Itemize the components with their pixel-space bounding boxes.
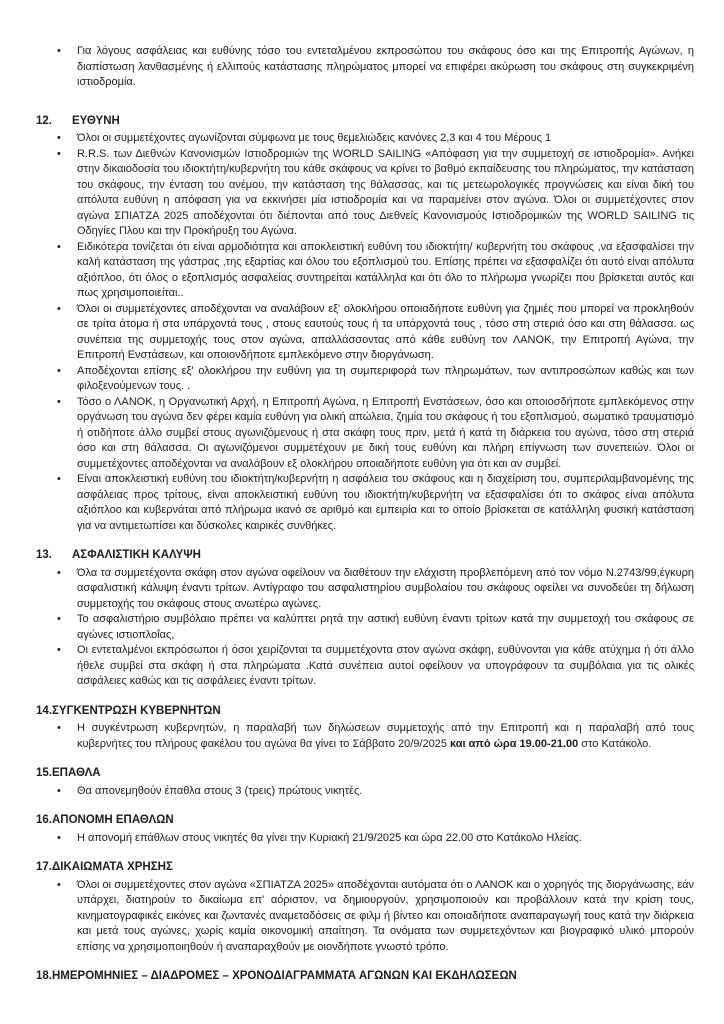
bullet-item — [36, 878, 694, 956]
bullet-item — [36, 472, 694, 534]
bullet-marker-icon: • — [57, 644, 61, 656]
section-title: ΣΥΓΚΕΝΤΡΩΣΗ ΚΥΒΕΡΝΗΤΩΝ — [52, 704, 221, 717]
bullet-text — [77, 147, 694, 240]
section — [36, 766, 694, 799]
bullet-text — [77, 395, 694, 473]
text-run: Τόσο ο ΛΑΝΟΚ, η Οργανωτική Αρχή, η Επιτροπή Αγώνα, η Επιτροπή Ενστάσεων, όσο και οποιοσδήποτε εμπλεκόμενος στην οργάνωση του αγώνα δεν φέρει καμία ευθύνη για ολική απώλεια, ζημία του σκάφους ή του εξοπλισμού, σωματικό τραυματισμό ή οτιδήποτε άλλο συμβεί στους αγωνιζόμενους ή στα σκάφη τους πριν, μετά ή κατά τη διάρκεια του αγώνα, τόσο στη στεριά όσο και στη θάλασσα. Οι αγωνιζόμενοι συμμετέχουν με δική τους ευθύνη και πλήρη επίγνωση των συνεπειών. Όλοι οι συμμετέχοντες αποδέχονται να αναλάβουν εξ ολοκλήρου οποιαδήποτε ευθύνη για ότι και αν συμβεί. — [77, 395, 694, 470]
bullet-text — [77, 240, 694, 302]
text-run: Όλοι οι συμμετέχοντες στον αγώνα «ΣΠΙΑΤΖΑ 2025» αποδέχονται αυτόματα ότι ο ΛΑΝΟΚ και ο χορηγός της διοργάνωσης, εάν υπάρχει, διατηρούν το δικαίωμα επ' αόριστον, να δημιουργούν, χρησιμοποιούν και προβάλλουν κατά την κρίση τους, κινηματογραφικές εικόνες και ζωντανές αναμεταδόσεις σε φιλμ ή βίντεο και οποιαδήποτε αναπαραγωγή τους κατά την διάρκεια και μετά τους αγώνες, χωρίς καμία οικονομική απαίτηση. Τα ονόματα των συμμετεχόντων και βιογραφικό υλικό μπορούν επίσης να χρησιμοποιηθούν ή αναπαραχθούν με οιονδήποτε γνωστό τρόπο. — [77, 878, 694, 953]
bullet-marker-icon: • — [57, 45, 61, 57]
bullet-marker-icon: • — [57, 473, 61, 485]
bullet-text — [77, 721, 694, 752]
section-heading — [36, 860, 694, 876]
bullet-item — [36, 147, 694, 240]
section-title: ΕΠΑΘΛΑ — [52, 767, 101, 779]
section-heading — [36, 114, 694, 130]
section-heading — [36, 548, 694, 564]
section-heading — [36, 813, 694, 829]
section-number: 14. — [36, 704, 52, 717]
bullet-marker-icon: • — [57, 613, 61, 625]
text-run: στο Κατάκολο. — [578, 737, 652, 750]
bullet-marker-icon: • — [57, 147, 61, 160]
bullet-marker-icon: • — [57, 831, 61, 844]
section-heading — [36, 766, 694, 782]
text-run: Η απονομή επάθλων στους νικητές θα γίνει την Κυριακή 21/9/2025 και ώρα 22.00 στο Κατάκολο Ηλείας. — [77, 831, 582, 844]
bullet-item — [36, 612, 694, 643]
text-run: Όλοι οι συμμετέχοντες αποδέχονται να αναλάβουν εξ' ολοκλήρου οποιαδήποτε ευθύνη για ζημιές που μπορεί να προκληθούν σε τρίτα άτομα ή στα υπάρχοντά τους , στους εαυτούς τους ή τα υπάρχοντά τους , τόσο στη στεριά όσο και στη θάλασσα. ως συνέπεια της συμμετοχής τους στον αγώνα, απαλλάσσοντας από κάθε ευθύνη τον ΛΑΝΟΚ, την Επιτροπή Αγώνα, την Επιτροπή Ενστάσεων, και οποιονδήποτε εμπλεκόμενο στην διοργάνωση. — [77, 302, 694, 361]
section-number: 13. — [36, 549, 52, 561]
bullet-text — [77, 131, 694, 147]
section-number: 18. — [36, 970, 52, 982]
bullet-text — [77, 612, 694, 643]
section — [36, 813, 694, 846]
bold-text-run: και από ώρα 19.00-21.00 — [450, 737, 579, 750]
text-run: Είναι αποκλειστική ευθύνη του ιδιοκτήτη/κυβερνήτη η ασφάλεια του σκάφους και η διαχείριση του, συμπεριλαμβανομένης της ασφάλειας προς τρίτους, είναι αποκλειστική ευθύνη του ιδιοκτήτη/κυβερνήτη να εξασφαλίσει ότι το σκάφος είναι απόλυτα αξιόπλοο και κυβερνάται από πλήρωμα ικανό σε αριθμό και εμπειρία και το οποίο βρίσκεται σε κατάλληλη φυσική κατάσταση για να αντιμετωπίσει και δύσκολες καιρικές συνθήκες. — [77, 473, 694, 532]
bullet-item — [36, 240, 694, 302]
bullet-list — [36, 131, 694, 534]
bullet-item — [36, 131, 694, 147]
section-title: ΕΥΘΥΝΗ — [72, 114, 120, 127]
bullet-text — [77, 878, 694, 956]
bullet-text — [77, 364, 694, 395]
section — [36, 860, 694, 955]
bullet-marker-icon: • — [57, 364, 61, 377]
bullet-marker-icon: • — [57, 722, 61, 734]
text-run: R.R.S. των Διεθνών Κανονισμών Ιστιοδρομιών της WORLD SAILING «Απόφαση για την συμμετοχή σε ιστιοδρομία». Ανήκει στην δικαιοδοσία του ιδιοκτήτη/κυβερνήτη του κάθε σκάφους να κρίνει το βαθμό εκπαίδευσης του πληρώματος, την κατάσταση του σκάφους, την ένταση του ανέμου, την κατάσταση της θάλασσας, και τις μετεωρολογικές προγνώσεις και είναι δική του απόλυτα ευθύνη η απόφαση για να εκκινήσει μία ιστιοδρομία και να παραμείνει στον αγώνα. Όλοι οι συμμετέχοντες στον αγώνα ΣΠΙΑΤΖΑ 2025 αποδέχονται ότι διέπονται από τους Διεθνείς Κανονισμούς Ιστιοδρομικών της WORLD SAILING τις Οδηγίες Πλου και την Προκήρυξη του Αγώνα. — [77, 147, 694, 237]
bullet-list — [36, 878, 694, 956]
bullet-marker-icon: • — [57, 784, 61, 797]
bullet-text — [77, 643, 694, 690]
text-run: Για λόγους ασφάλειας και ευθύνης τόσο του εντεταλμένου εκπροσώπου του σκάφους όσο και της Επιτροπής Αγώνων, η διαπίστωση λανθασμένης ή ελλιπούς κατάστασης πληρώματος μπορεί να επιφέρει ακύρωση του σκάφους στη συγκεκριμένη ιστιοδρομία. — [77, 45, 694, 88]
bullet-item — [36, 784, 694, 800]
bullet-marker-icon: • — [57, 566, 61, 579]
bullet-list — [36, 44, 694, 91]
text-run: Όλοι οι συμμετέχοντες αγωνίζονται σύμφωνα με τους θεμελιώδεις κανόνες 2,3 και 4 του Μέρους 1 — [77, 132, 552, 144]
bullet-marker-icon: • — [57, 878, 61, 891]
section — [36, 704, 694, 753]
bullet-text — [77, 472, 694, 534]
bullet-item — [36, 44, 694, 91]
bullet-text — [77, 784, 694, 800]
bullet-text — [77, 831, 694, 847]
section-title: ΑΣΦΑΛΙΣΤΙΚΗ ΚΑΛΥΨΗ — [72, 549, 201, 561]
bullet-item — [36, 566, 694, 613]
bullet-item — [36, 395, 694, 473]
bullet-item — [36, 721, 694, 752]
bullet-list — [36, 566, 694, 690]
section-heading — [36, 704, 694, 720]
section — [36, 114, 694, 535]
section-title: ΔΙΚΑΙΩΜΑΤΑ ΧΡΗΣΗΣ — [52, 861, 173, 873]
section-number: 16. — [36, 814, 52, 826]
section-heading — [36, 969, 694, 985]
bullet-marker-icon: • — [57, 302, 61, 315]
bullet-marker-icon: • — [57, 395, 61, 408]
bullet-marker-icon: • — [57, 240, 61, 253]
section-number: 15. — [36, 767, 52, 779]
text-run: Η συγκέντρωση κυβερνητών, η παραλαβή των δηλώσεων συμμετοχής από την Επιτροπή και η παραλαβή από τους κυβερνήτες του πλήρους φακέλου του αγώνα θα γίνει το Σάββατο 20/9/2025 — [77, 722, 694, 750]
bullet-item — [36, 364, 694, 395]
text-run: Το ασφαλιστήριο συμβόλαιο πρέπει να καλύπτει ρητά την αστική ευθύνη έναντι τρίτων κατά την συμμετοχή του σκάφους σε αγώνες ιστιοπλοΐας, — [77, 613, 694, 641]
bullet-text — [77, 302, 694, 364]
text-run: Ειδικότερα τονίζεται ότι είναι αρμοδιότητα και αποκλειστική ευθύνη του ιδιοκτήτη/ κυβερνήτη του σκάφους ,να εξασφαλίσει την καλή κατάσταση της γάστρας ,της εξαρτίας και όλου του εξοπλισμού του. Επίσης πρέπει να εξασφαλίζει ότι αυτό είναι απόλυτα αξιόπλοο, ότι όλος ο εξοπλισμός ασφαλείας συντηρείται κατάλληλα και ότι όλο το πλήρωμα γνωρίζει που βρίσκεται αυτός και πως χρησιμοποιείται.. — [77, 240, 694, 299]
bullet-marker-icon: • — [57, 132, 61, 144]
bullet-item — [36, 643, 694, 690]
section-number: 17. — [36, 861, 52, 873]
text-run: Όλα τα συμμετέχοντα σκάφη στον αγώνα οφείλουν να διαθέτουν την ελάχιστη προβλεπόμενη από τον νόμο Ν.2743/99,έγκυρη ασφαλιστική κάλυψη έναντι τρίτων. Αντίγραφο του ασφαλιστηρίου συμβολαίου του σκάφους οφείλει να συνοδεύει τη δήλωση συμμετοχής του σκάφους στους ανωτέρω αγώνες. — [77, 566, 694, 610]
section — [36, 44, 694, 91]
bullet-text — [77, 566, 694, 613]
bullet-text — [77, 44, 694, 91]
bullet-list — [36, 721, 694, 752]
section-title: ΗΜΕΡΟΜΗΝΙΕΣ – ΔΙΑΔΡΟΜΕΣ – ΧΡΟΝΟΔΙΑΓΡΑΜΜΑΤΑ ΑΓΩΝΩΝ ΚΑΙ ΕΚΔΗΛΩΣΕΩΝ — [52, 970, 517, 982]
bullet-item — [36, 302, 694, 364]
section — [36, 969, 694, 985]
section — [36, 548, 694, 690]
section-title: ΑΠΟΝΟΜΗ ΕΠΑΘΛΩΝ — [52, 814, 174, 826]
section-number: 12. — [36, 114, 52, 127]
bullet-list — [36, 831, 694, 847]
bullet-list — [36, 784, 694, 800]
text-run: Οι εντεταλμένοι εκπρόσωποι ή όσοι χειρίζονται τα συμμετέχοντα στον αγώνα σκάφη, ευθύνονται για κάθε ατύχημα ή ότι άλλο ήθελε συμβεί στα σκάφη ή στα πληρώματα .Κατά συνέπεια αυτοί οφείλουν να υπογράφουν τα συμβόλαια για τις ολικές ασφάλειες καθώς και τις ασφάλειες έναντι τρίτων. — [77, 644, 694, 687]
bullet-item — [36, 831, 694, 847]
text-run: Αποδέχονται επίσης εξ' ολοκλήρου την ευθύνη για τη συμπεριφορά των πληρωμάτων, των αντιπροσώπων καθώς και των φιλοξενούμενων τους. . — [77, 364, 694, 392]
text-run: Θα απονεμηθούν έπαθλα στους 3 (τρεις) πρώτους νικητές. — [77, 784, 363, 797]
